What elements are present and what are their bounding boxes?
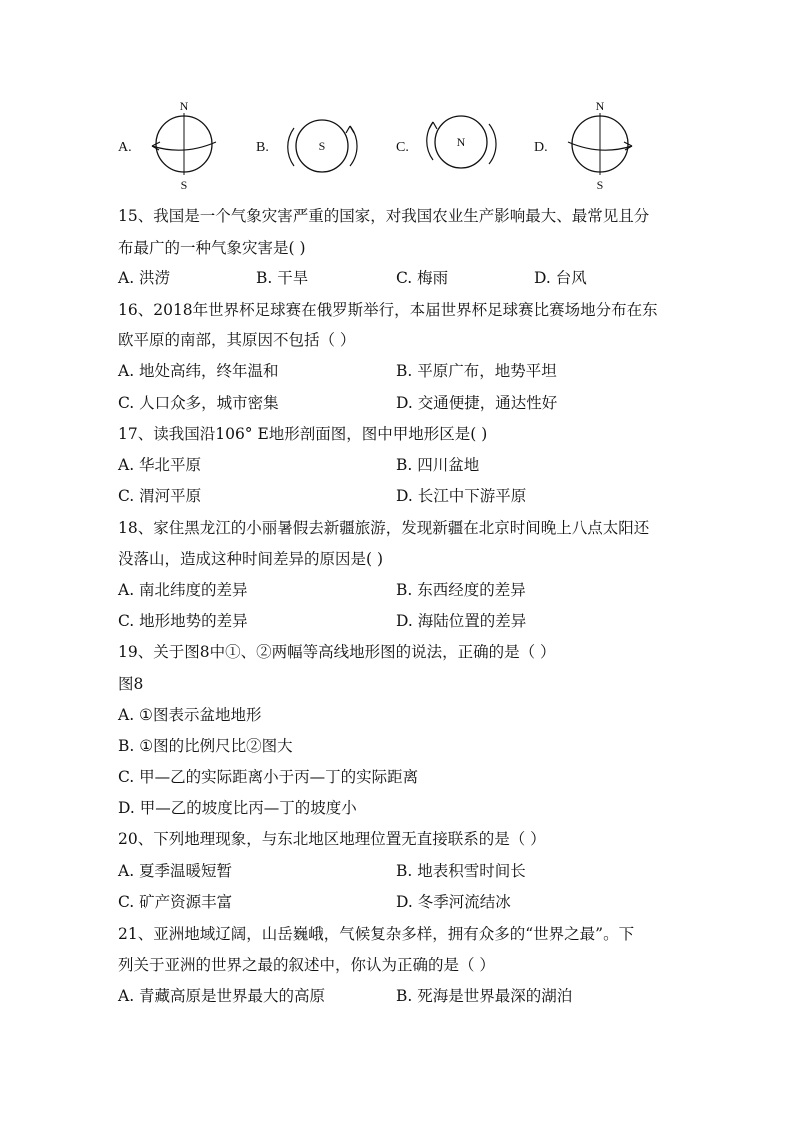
figure-a-label: A. xyxy=(118,140,132,155)
figure-b-center: S xyxy=(318,139,326,153)
q20-stem-line1: 20、下列地理现象，与东北地区地理位置无直接联系的是（ ） xyxy=(118,830,546,848)
q18-stem-line1: 18、家住黑龙江的小丽暑假去新疆旅游，发现新疆在北京时间晚上八点太阳还 xyxy=(118,519,650,537)
figure-b-polar xyxy=(284,114,360,178)
q16-option-a[interactable]: A. 地处高纬，终年温和 xyxy=(118,362,279,380)
figure-d-north: N xyxy=(595,99,605,113)
figure-c-center: N xyxy=(456,135,466,149)
figure-c-label: C. xyxy=(396,140,409,155)
rotation-figures xyxy=(0,96,794,196)
q19-option-b[interactable]: B. ①图的比例尺比②图大 xyxy=(118,737,293,755)
q17-option-c[interactable]: C. 渭河平原 xyxy=(118,487,202,505)
q15-option-c[interactable]: C. 梅雨 xyxy=(396,269,449,287)
q16-option-b[interactable]: B. 平原广布，地势平坦 xyxy=(396,362,557,380)
q17-option-a[interactable]: A. 华北平原 xyxy=(118,456,202,474)
q18-stem-line2: 没落山，造成这种时间差异的原因是( ) xyxy=(118,550,384,568)
q15-option-b[interactable]: B. 干旱 xyxy=(256,269,309,287)
q19-figure-caption: 图8 xyxy=(118,675,144,693)
q18-option-b[interactable]: B. 东西经度的差异 xyxy=(396,581,526,599)
q20-option-b[interactable]: B. 地表积雪时间长 xyxy=(396,862,526,880)
figure-d-south: S xyxy=(596,178,604,192)
q19-option-d[interactable]: D. 甲—乙的坡度比丙—丁的坡度小 xyxy=(118,799,357,817)
q17-stem-line1: 17、读我国沿106° E地形剖面图，图中甲地形区是( ) xyxy=(118,425,488,443)
figure-b-label: B. xyxy=(256,140,269,155)
q15-options xyxy=(118,268,678,288)
q21-stem-line1: 21、亚洲地域辽阔，山岳巍峨，气候复杂多样，拥有众多的“世界之最”。下 xyxy=(118,925,635,943)
q15-stem-line1: 15、我国是一个气象灾害严重的国家，对我国农业生产影响最大、最常见且分 xyxy=(118,207,650,225)
q17-option-b[interactable]: B. 四川盆地 xyxy=(396,456,480,474)
q19-option-c[interactable]: C. 甲—乙的实际距离小于丙—丁的实际距离 xyxy=(118,768,419,786)
figure-d-label: D. xyxy=(534,140,548,155)
q21-option-b[interactable]: B. 死海是世界最深的湖泊 xyxy=(396,987,573,1005)
q20-option-d[interactable]: D. 冬季河流结冰 xyxy=(396,893,511,911)
q17-option-d[interactable]: D. 长江中下游平原 xyxy=(396,487,527,505)
figure-a-south: S xyxy=(180,178,188,192)
figure-a-north: N xyxy=(179,99,189,113)
q18-option-a[interactable]: A. 南北纬度的差异 xyxy=(118,581,248,599)
figure-a-globe xyxy=(148,96,220,192)
q16-option-c[interactable]: C. 人口众多，城市密集 xyxy=(118,394,279,412)
q18-option-c[interactable]: C. 地形地势的差异 xyxy=(118,612,248,630)
figure-d-globe xyxy=(564,96,636,192)
q15-stem-line2: 布最广的一种气象灾害是( ) xyxy=(118,239,306,257)
q20-option-a[interactable]: A. 夏季温暖短暂 xyxy=(118,862,233,880)
q20-option-c[interactable]: C. 矿产资源丰富 xyxy=(118,893,233,911)
q16-option-d[interactable]: D. 交通便捷，通达性好 xyxy=(396,394,558,412)
q15-option-d[interactable]: D. 台风 xyxy=(534,269,587,287)
q19-stem-line1: 19、关于图8中①、②两幅等高线地形图的说法，正确的是（ ） xyxy=(118,643,556,661)
q16-stem-line2: 欧平原的南部，其原因不包括（ ） xyxy=(118,331,356,349)
q18-option-d[interactable]: D. 海陆位置的差异 xyxy=(396,612,527,630)
q21-stem-line2: 列关于亚洲的世界之最的叙述中，你认为正确的是（ ） xyxy=(118,956,495,974)
q15-option-a[interactable]: A. 洪涝 xyxy=(118,269,171,287)
q19-option-a[interactable]: A. ①图表示盆地地形 xyxy=(118,706,262,724)
q16-stem-line1: 16、2018年世界杯足球赛在俄罗斯举行，本届世界杯足球赛比赛场地分布在东 xyxy=(118,301,658,319)
figure-c-polar xyxy=(423,110,499,174)
q21-option-a[interactable]: A. 青藏高原是世界最大的高原 xyxy=(118,987,326,1005)
